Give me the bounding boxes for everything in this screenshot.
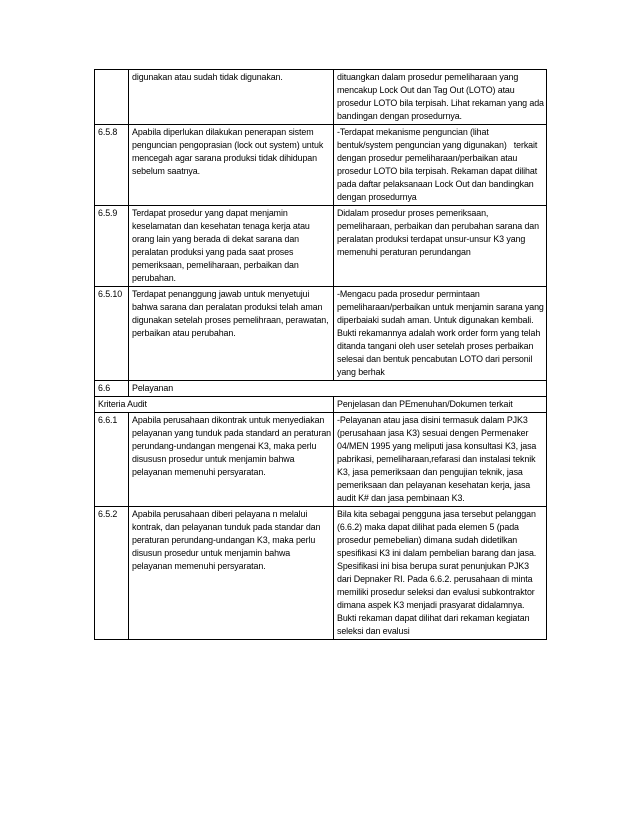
criteria-text: Terdapat prosedur yang dapat menjamin keselamatan dan kesehatan tenaga kerja atau orang lain yang berada di dekat sarana dan peralatan produksi yang pada saat proses pemeriksaan, pemeliharaan, perbaikan dan perubahan. <box>129 206 334 287</box>
row-number: 6.5.2 <box>95 507 129 640</box>
criteria-text: Apabila perusahaan diberi pelayana n melalui kontrak, dan pelayanan tunduk pada standar dan peraturan perundang-undangan K3, maka perlu disusun prosedur untuk menjamin bahwa pelayanan memenuhi persyaratan. <box>129 507 334 640</box>
criteria-text: digunakan atau sudah tidak digunakan. <box>129 70 334 125</box>
table-row <box>95 206 547 287</box>
explanation-text: -Pelayanan atau jasa disini termasuk dalam PJK3 (perusahaan jasa K3) sesuai dengen Permenaker 04/MEN 1995 yang meliputi jasa konsultasi K3, jasa pabrikasi, pemeliharaan,refarasi dan instalasi teknik K3, jasa pemeriksaan dan pengujian teknik, jasa pemeriksaan dan pelayanan kesehatan kerja, jasa audit K# dan jasa pembinaan K3. <box>334 413 547 507</box>
table-row <box>95 70 547 125</box>
header-criteria: Kriteria Audit <box>95 397 334 413</box>
header-explanation: Penjelasan dan PEmenuhan/Dokumen terkait <box>334 397 547 413</box>
criteria-text: Terdapat penanggung jawab untuk menyetujui bahwa sarana dan peralatan produksi telah aman digunakan setelah proses pemelihraan, perawatan, perbaikan atau perubahan. <box>129 287 334 381</box>
row-number <box>95 70 129 125</box>
explanation-text: -Mengacu pada prosedur permintaan pemeliharaan/perbaikan untuk menjamin sarana yang diperbaiaki sudah aman. Untuk digunakan kembali. Bukti rekamannya adalah work order form yang telah ditanda tangani oleh user setelah proses perbaikan selesai dan bentuk pencabutan LOTO dari personil yang berhak <box>334 287 547 381</box>
table-row <box>95 507 547 640</box>
explanation-text: dituangkan dalam prosedur pemeliharaan yang mencakup Lock Out dan Tag Out (LOTO) atau prosedur LOTO bila terpisah. Lihat rekaman yang ada bandingan dengan prosedurnya. <box>334 70 547 125</box>
audit-criteria-table <box>94 69 547 640</box>
table-row <box>95 413 547 507</box>
row-number: 6.5.8 <box>95 125 129 206</box>
explanation-text: Didalam prosedur proses pemeriksaan, pemeliharaan, perbaikan dan perubahan sarana dan peralatan produksi terdapat unsur-unsur K3 yang memenuhi peraturan perundangan <box>334 206 547 287</box>
document-page <box>94 69 546 640</box>
explanation-text: Bila kita sebagai pengguna jasa tersebut pelanggan (6.6.2) maka dapat dilihat pada elemen 5 (pada prosedur pemebelian) dimana sudah didetilkan spesifikasi K3 ini dalam pembelian barang dan jasa. Spesifikasi ini bisa berupa surat penunjukan PJK3 dari Depnaker RI. Pada 6.6.2. perusahaan di minta memiliki prosedur seleksi dan evalusi subkontraktor dimana aspek K3 menjadi prasyarat didalamnya. Bukti rekaman dapat dilihat dari rekaman kegiatan seleksi dan evalusi <box>334 507 547 640</box>
table-row <box>95 287 547 381</box>
criteria-text: Apabila perusahaan dikontrak untuk menyediakan pelayanan yang tunduk pada standard an peraturan perundang-undangan mengenai K3, maka perlu disususn prosedur untuk menjamin bahwa pelayanan memenuhi persyaratan. <box>129 413 334 507</box>
section-number: 6.6 <box>95 381 129 397</box>
row-number: 6.6.1 <box>95 413 129 507</box>
section-row <box>95 381 547 397</box>
table-row <box>95 125 547 206</box>
explanation-text: -Terdapat mekanisme penguncian (lihat bentuk/system penguncian yang digunakan) terkait dengan prosedur pemeliharaan/perbaikan atau prosedur LOTO bila terpisah. Rekaman dapat dilihat pada daftar pelaksanaan Lock Out dan bandingkan dengan prosedurnya <box>334 125 547 206</box>
row-number: 6.5.10 <box>95 287 129 381</box>
column-header-row <box>95 397 547 413</box>
criteria-text: Apabila diperlukan dilakukan penerapan sistem penguncian pengoprasian (lock out system) untuk mencegah agar sarana produksi tidak dihidupan sebelum saatnya. <box>129 125 334 206</box>
row-number: 6.5.9 <box>95 206 129 287</box>
section-title: Pelayanan <box>129 381 547 397</box>
